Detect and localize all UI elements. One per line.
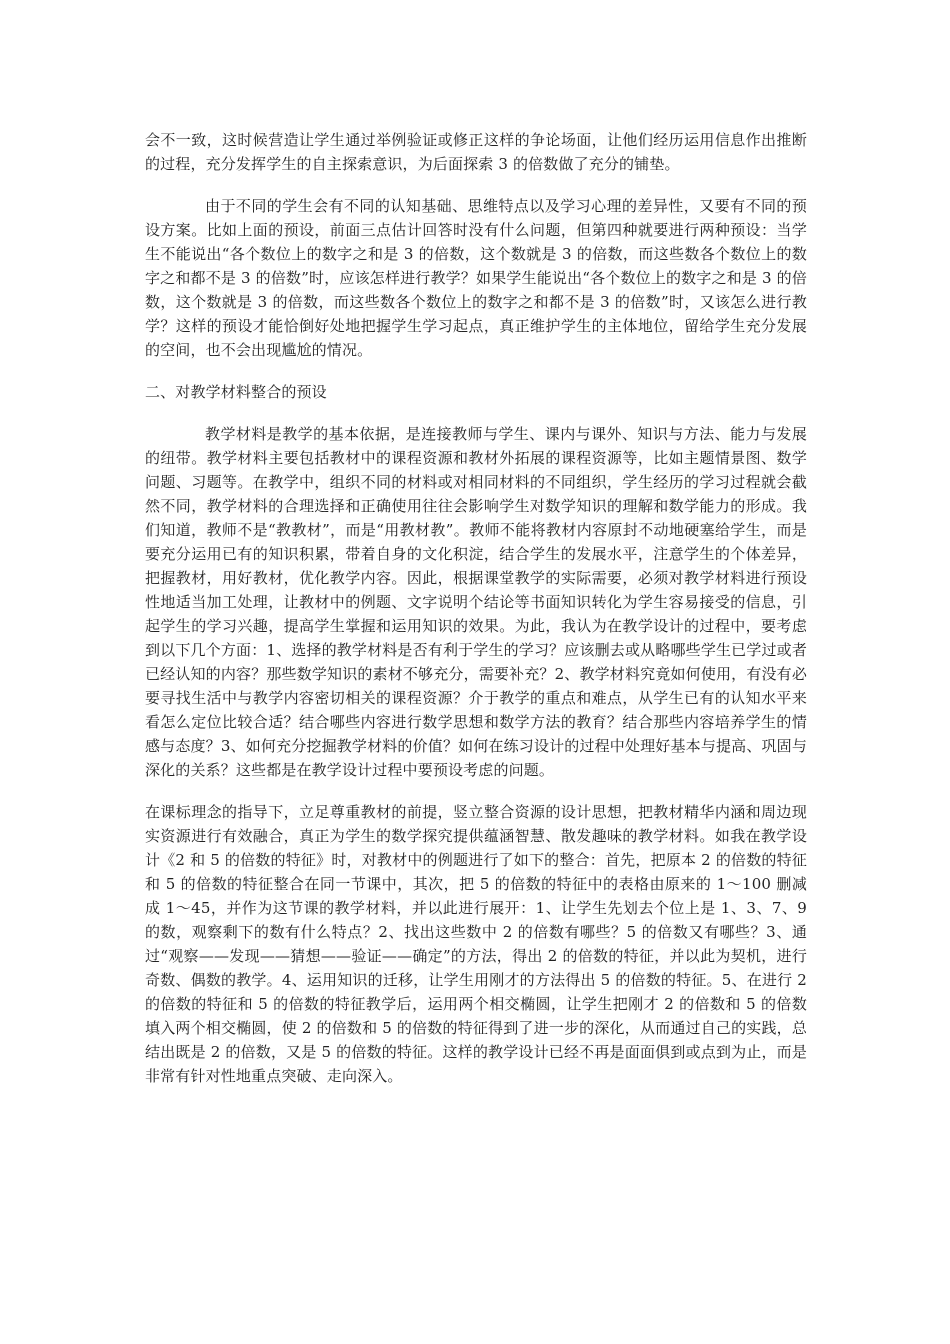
paragraph-continuation: 会不一致，这时候营造让学生通过举例验证或修正这样的争论场面，让他们经历运用信息作出推断的过程，充分发挥学生的自主探索意识，为后面探索 3 的倍数做了充分的铺垫。 bbox=[145, 131, 807, 173]
paragraph-teaching-materials: 教学材料是教学的基本依据，是连接教师与学生、课内与课外、知识与方法、能力与发展的纽带。教学材料主要包括教材中的课程资源和教材外拓展的课程资源等，比如主题情景图、数学问题、习题等。在教学中，组织不同的材料或对相同材料的不同组织，学生经历的学习过程就会截然不同，教学材料的合理选择和正确使用往往会影响学生对数学知识的理解和数学能力的形成。我们知道，教师不是“教教材”，而是“用教材教”。教师不能将教材内容原封不动地硬塞给学生，而是要充分运用已有的知识积累，带着自身的文化积淀，结合学生的发展水平，注意学生的个体差异，把握教材，用好教材，优化教学内容。因此，根据课堂教学的实际需要，必须对教学材料进行预设性地适当加工处理，让教材中的例题、文字说明个结论等书面知识转化为学生容易接受的信息，引起学生的学习兴趣，提高学生掌握和运用知识的效果。为此，我认为在教学设计的过程中，要考虑到以下几个方面：1、选择的教学材料是否有利于学生的学习？应该删去或从略哪些学生已学过或者已经认知的内容？那些数学知识的素材不够充分，需要补充？2、教学材料究竟如何使用，有没有必要寻找生活中与教学内容密切相关的课程资源？介于教学的重点和难点，从学生已有的认知水平来看怎么定位比较合适？结合哪些内容进行数学思想和数学方法的教育？结合那些内容培养学生的情感与态度？3、如何充分挖掘教学材料的价值？如何在练习设计的过程中处理好基本与提高、巩固与深化的关系？这些都是在教学设计过程中要预设考虑的问题。 bbox=[145, 425, 807, 779]
paragraph-preset-differences: 由于不同的学生会有不同的认知基础、思维特点以及学习心理的差异性，又要有不同的预设方案。比如上面的预设，前面三点估计回答时没有什么问题，但第四种就要进行两种预设：当学生不能说出“各个数位上的数字之和是 3 的倍数，这个数就是 3 的倍数，而这些数各个数位上的数字之和都不是 3 的倍数”时，应该怎样进行教学？如果学生能说出“各个数位上的数字之和是 3 的倍数，这个数就是 3 的倍数，而这些数各个数位上的数字之和都不是 3 的倍数”时，又该怎么进行教学？这样的预设才能恰倒好处地把握学生学习起点，真正维护学生的主体地位，留给学生充分发展的空间，也不会出现尴尬的情况。 bbox=[145, 197, 807, 359]
document-body bbox=[145, 128, 807, 1088]
section-heading: 二、对教学材料整合的预设 bbox=[145, 383, 327, 401]
paragraph-integration-example: 在课标理念的指导下，立足尊重教材的前提，竖立整合资源的设计思想，把教材精华内涵和周边现实资源进行有效融合，真正为学生的数学探究提供蕴涵智慧、散发趣味的教学材料。如我在教学设计《2 和 5 的倍数的特征》时，对教材中的例题进行了如下的整合：首先，把原本 2 的倍数的特征和 5 的倍数的特征整合在同一节课中，其次，把 5 的倍数的特征中的表格由原来的 1～100 删减成 1～45，并作为这节课的教学材料，并以此进行展开：1、让学生先划去个位上是 1、3、7、9 的数，观察剩下的数有什么特点？2、找出这些数中 2 的倍数有哪些？5 的倍数又有哪些？3、通过“观察——发现——猜想——验证——确定”的方法，得出 2 的倍数的特征，并以此为契机，进行奇数、偶数的教学。4、运用知识的迁移，让学生用刚才的方法得出 5 的倍数的特征。5、在进行 2 的倍数的特征和 5 的倍数的特征教学后，运用两个相交椭圆，让学生把刚才 2 的倍数和 5 的倍数填入两个相交椭圆，使 2 的倍数和 5 的倍数的特征得到了进一步的深化，从而通过自己的实践，总结出既是 2 的倍数，又是 5 的倍数的特征。这样的教学设计已经不再是面面俱到或点到为止，而是非常有针对性地重点突破、走向深入。 bbox=[145, 803, 807, 1085]
